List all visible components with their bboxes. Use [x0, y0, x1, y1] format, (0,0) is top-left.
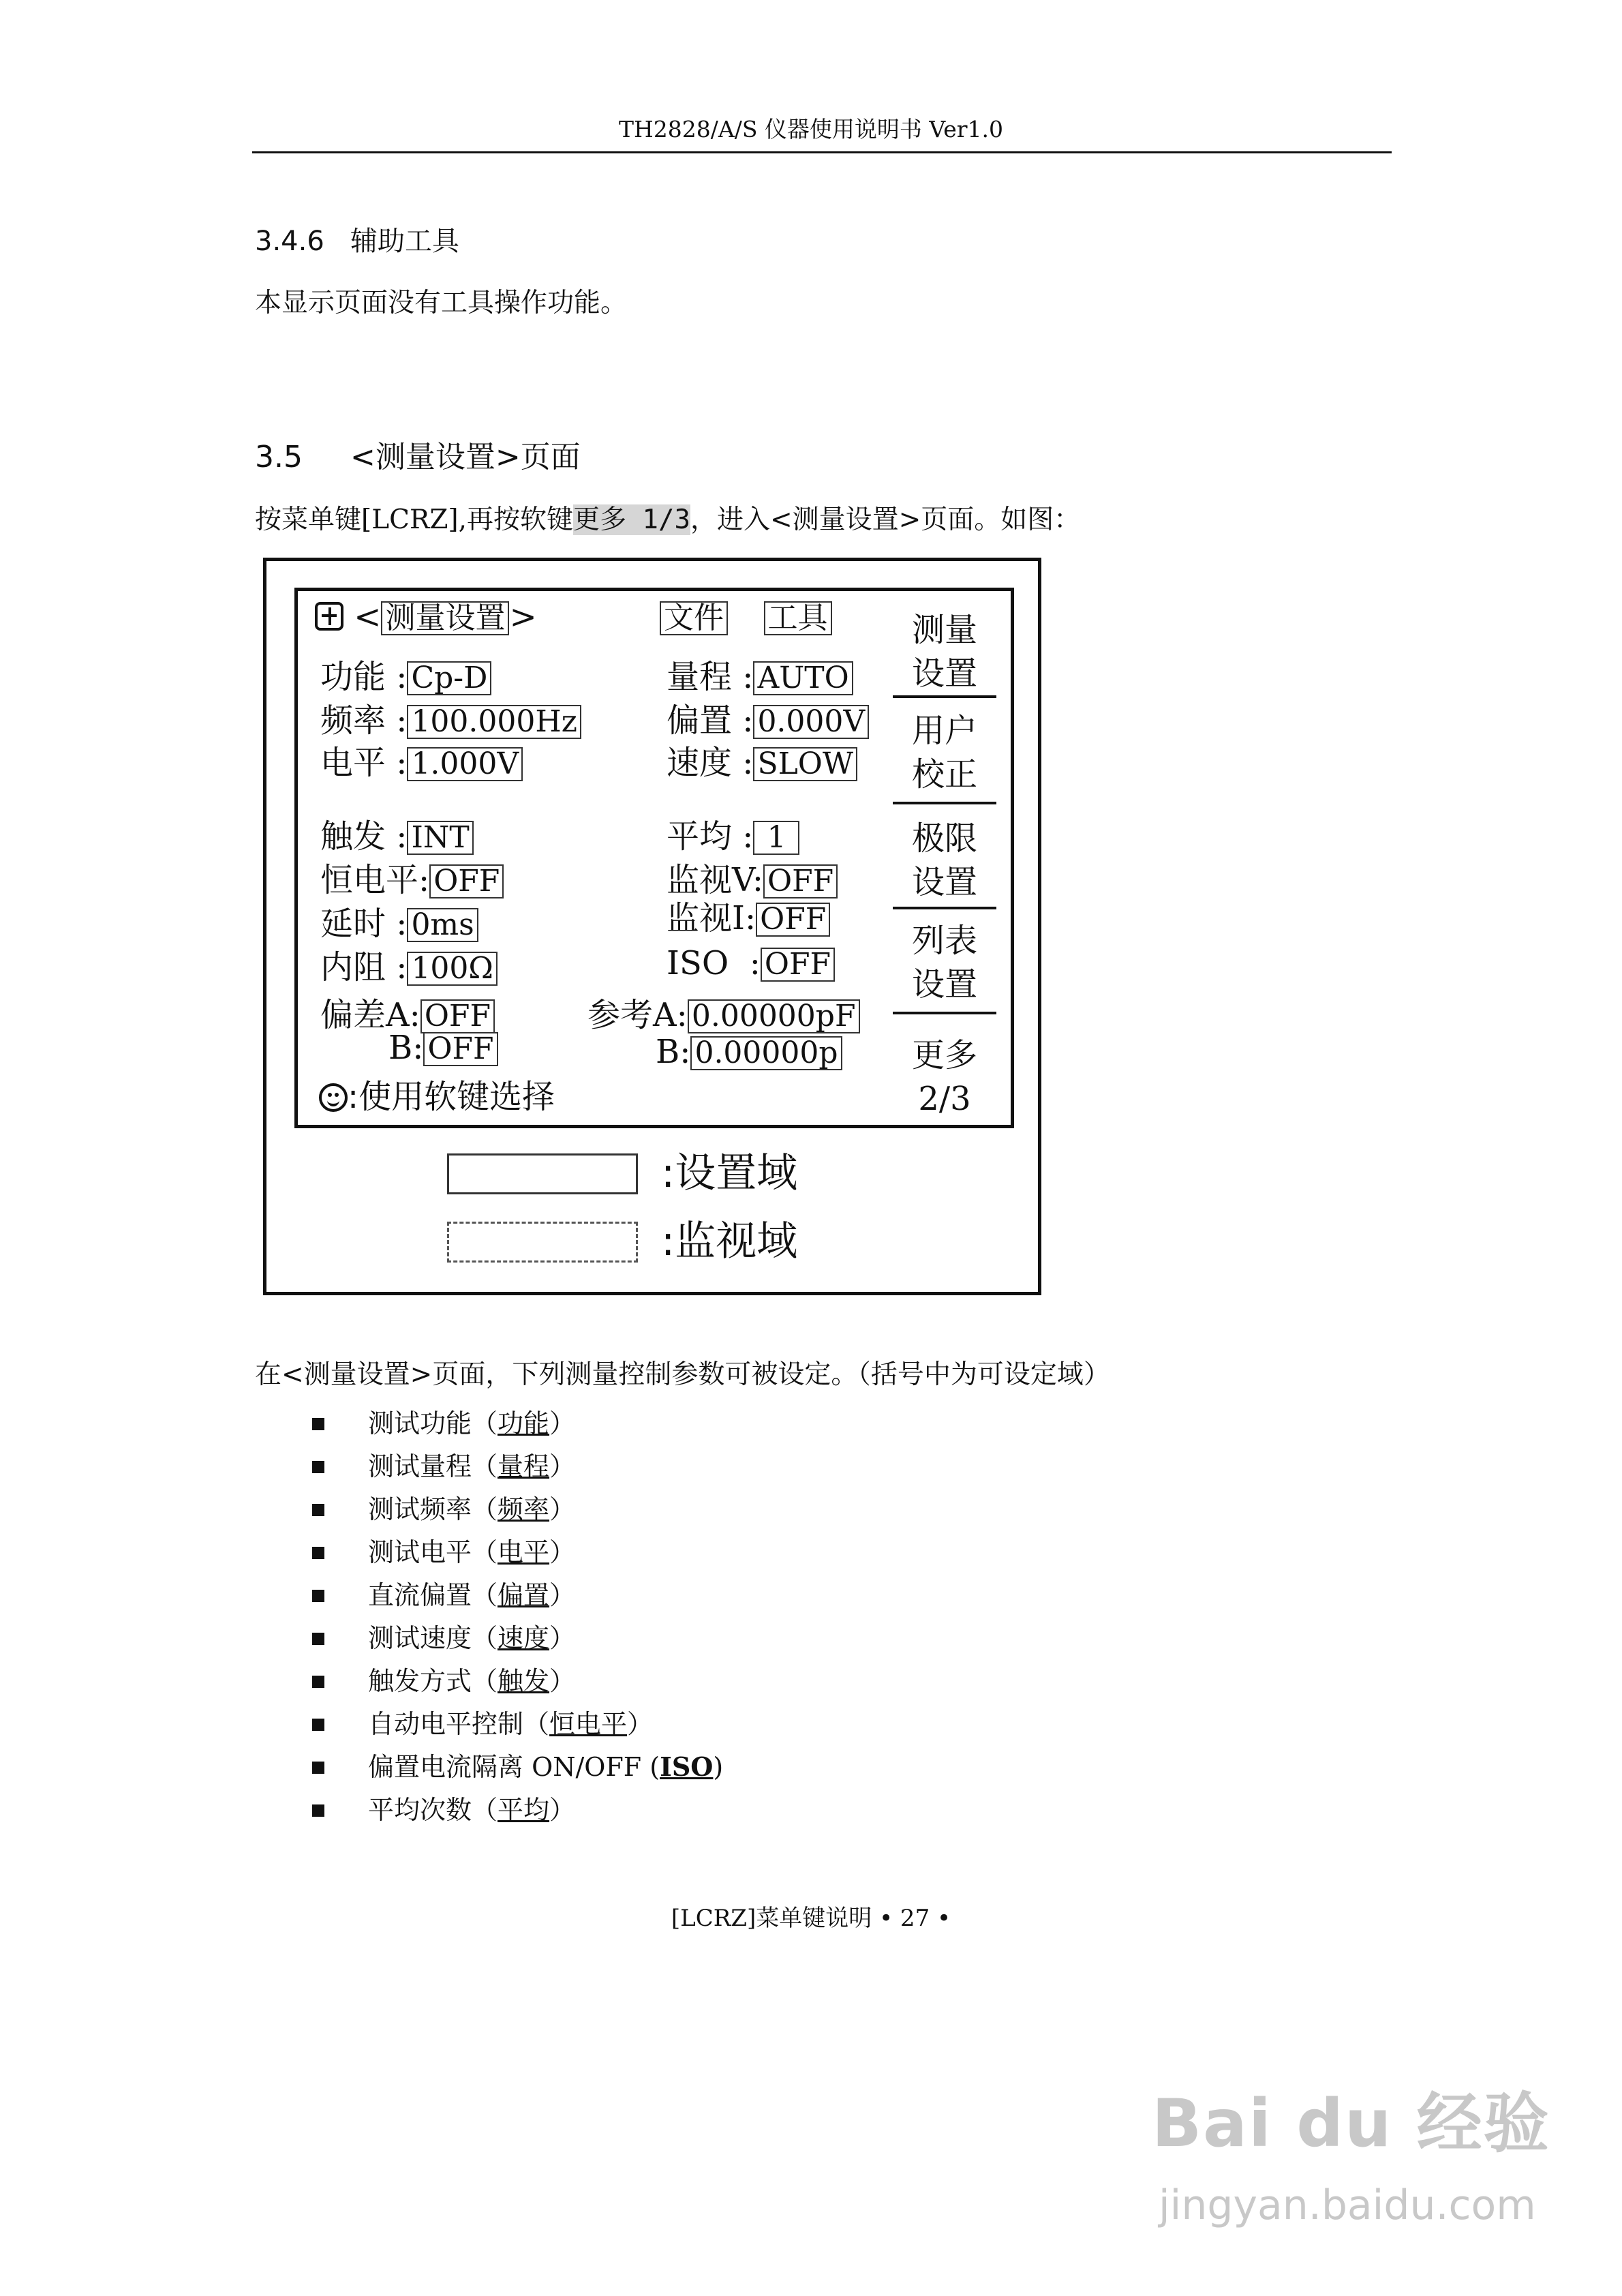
param-label: 恒电平: [320, 861, 430, 899]
section-346-text: 本显示页面没有工具操作功能。 [255, 288, 628, 318]
param-reference-a [587, 995, 860, 1035]
param-label: 频率 : [320, 701, 408, 740]
softkey-line: 校正 [911, 755, 977, 794]
param-delay [320, 904, 478, 943]
softkey-line: 极限 [911, 819, 977, 858]
after-figure-text: 在<测量设置>页面，下列测量控制参数可被设定。（括号中为可设定域） [255, 1359, 1110, 1390]
bullet-icon [312, 1676, 324, 1688]
bullet-icon [312, 1504, 324, 1516]
bullet-icon [312, 1762, 324, 1774]
param-label: B: [656, 1033, 691, 1071]
list-item: 测试频率（频率） [368, 1494, 576, 1524]
title-bracket-left: < [354, 598, 382, 636]
param-label: 监视I: [667, 899, 756, 937]
list-item: 偏置电流隔离 ON/OFF (ISO) [368, 1751, 724, 1782]
param-label: ISO : [667, 944, 761, 982]
section-35-intro [255, 503, 1080, 537]
softkey-list-setup[interactable] [893, 919, 996, 1006]
header-rule [252, 151, 1392, 153]
list-item: 触发方式（触发） [368, 1666, 576, 1696]
header-title: TH2828/A/S 仪器使用说明书 Ver1.0 [618, 116, 1003, 142]
bullet-icon [312, 1418, 324, 1430]
param-level [320, 743, 523, 783]
legend-monitor-label: :监视域 [661, 1218, 798, 1265]
softkey-divider [893, 802, 996, 804]
param-trigger [320, 817, 474, 856]
section-number: 3.4.6 [255, 226, 324, 257]
legend-setting-label: :设置域 [661, 1149, 798, 1197]
param-value-delay[interactable]: 0ms [407, 908, 478, 942]
param-label: 偏差A: [320, 996, 420, 1034]
softkey-divider [893, 907, 996, 909]
softkey-line: 用户 [911, 712, 977, 750]
softkey-user-correction[interactable] [893, 709, 996, 796]
tab-tools[interactable]: 工具 [764, 601, 832, 635]
bullet-icon [312, 1719, 324, 1731]
param-label: 参考A: [587, 996, 688, 1034]
hint-text: :使用软键选择 [348, 1078, 555, 1116]
param-label: B: [388, 1029, 424, 1067]
title-bracket-right: > [509, 598, 537, 636]
softkey-line: 设置 [911, 965, 977, 1003]
param-speed [667, 743, 857, 783]
softkey-line: 列表 [911, 922, 977, 960]
param-label: 功能 : [320, 658, 408, 696]
intro-softkey-highlight: 更多 1/3 [573, 504, 690, 535]
softkey-line: 设置 [911, 863, 977, 901]
param-monitor-v [667, 860, 838, 900]
param-iso [667, 943, 835, 983]
softkey-line: 测量 [911, 611, 977, 649]
param-value-monitor-i[interactable]: OFF [756, 903, 830, 937]
section-title: 辅助工具 [350, 226, 459, 257]
softkey-divider [893, 695, 996, 698]
softkey-more[interactable] [893, 1033, 996, 1121]
softkey-measure-setup[interactable] [893, 608, 996, 695]
softkey-divider [893, 1012, 996, 1014]
screen-title-row [315, 597, 537, 637]
bullet-icon [312, 1461, 324, 1473]
param-value-reference-b[interactable]: 0.00000p [690, 1036, 842, 1070]
param-value-constant-level[interactable]: OFF [429, 864, 504, 898]
baidu-watermark-logo: Bai du 经验 [1152, 2085, 1550, 2162]
watermark-url: jingyan.baidu.com [1159, 2181, 1536, 2229]
param-value-monitor-v[interactable]: OFF [763, 864, 838, 898]
param-average [667, 817, 799, 856]
legend-monitor-box [447, 1222, 638, 1263]
tab-row [660, 597, 832, 637]
bullet-icon [312, 1633, 324, 1645]
param-value-deviation-b[interactable]: OFF [423, 1032, 498, 1066]
section-35-heading [255, 440, 581, 475]
param-value-level[interactable]: 1.000V [407, 747, 523, 781]
bullet-icon [312, 1547, 324, 1559]
page-title[interactable]: 测量设置 [381, 601, 509, 635]
legend-setting-box [447, 1153, 638, 1194]
tab-file[interactable]: 文件 [660, 601, 728, 635]
intro-after: ，进入<测量设置>页面。如图： [690, 504, 1081, 535]
list-item: 测试电平（电平） [368, 1537, 576, 1567]
menu-icon [315, 602, 343, 631]
param-value-trigger[interactable]: INT [407, 821, 473, 855]
param-value-bias[interactable]: 0.000V [753, 705, 869, 739]
list-item: 测试功能（功能） [368, 1408, 576, 1438]
intro-before: 按菜单键[LCRZ],再按软键 [255, 504, 574, 535]
param-value-source-resistance[interactable]: 100Ω [407, 952, 497, 986]
param-constant-level [320, 860, 504, 900]
softkey-limit-setup[interactable] [893, 817, 996, 904]
param-value-average[interactable]: 1 [753, 821, 799, 855]
param-value-iso[interactable]: OFF [761, 948, 835, 982]
list-item: 测试量程（量程） [368, 1451, 576, 1481]
param-value-reference-a[interactable]: 0.00000pF [688, 999, 860, 1033]
hint-line [319, 1077, 555, 1117]
param-range [667, 657, 853, 697]
param-value-speed[interactable]: SLOW [753, 747, 857, 781]
smiley-icon [319, 1083, 348, 1112]
section-346-heading [255, 224, 459, 259]
param-bias [667, 701, 869, 740]
param-value-deviation-a[interactable]: OFF [420, 999, 495, 1033]
param-value-function[interactable]: Cp-D [407, 661, 491, 695]
param-value-frequency[interactable]: 100.000Hz [407, 705, 581, 739]
param-label: 电平 : [320, 744, 408, 782]
param-label: 延时 : [320, 905, 408, 943]
param-label: 量程 : [667, 658, 754, 696]
param-label: 触发 : [320, 817, 408, 856]
param-monitor-i [667, 898, 830, 938]
param-label: 内阻 : [320, 948, 408, 986]
param-deviation-b [388, 1028, 498, 1068]
section-number: 3.5 [255, 440, 303, 474]
softkey-line: 更多 [911, 1036, 977, 1074]
param-label: 平均 : [667, 817, 754, 856]
section-title: <测量设置>页面 [350, 440, 581, 474]
param-source-resistance [320, 948, 498, 987]
param-frequency [320, 701, 581, 740]
page-footer: [LCRZ]菜单键说明 • 27 • [671, 1905, 951, 1932]
softkey-line: 2/3 [918, 1080, 971, 1118]
list-item: 测试速度（速度） [368, 1623, 576, 1653]
bullet-icon [312, 1590, 324, 1602]
param-value-range[interactable]: AUTO [753, 661, 853, 695]
bullet-icon [312, 1804, 324, 1817]
param-function [320, 657, 491, 697]
param-label: 偏置 : [667, 701, 754, 740]
list-item: 直流偏置（偏置） [368, 1580, 576, 1610]
list-item: 平均次数（平均） [368, 1795, 576, 1825]
list-item: 自动电平控制（恒电平） [368, 1709, 654, 1739]
softkey-line: 设置 [911, 654, 977, 693]
param-label: 监视V: [667, 861, 764, 899]
param-reference-b [656, 1032, 842, 1072]
param-label: 速度 : [667, 744, 754, 782]
